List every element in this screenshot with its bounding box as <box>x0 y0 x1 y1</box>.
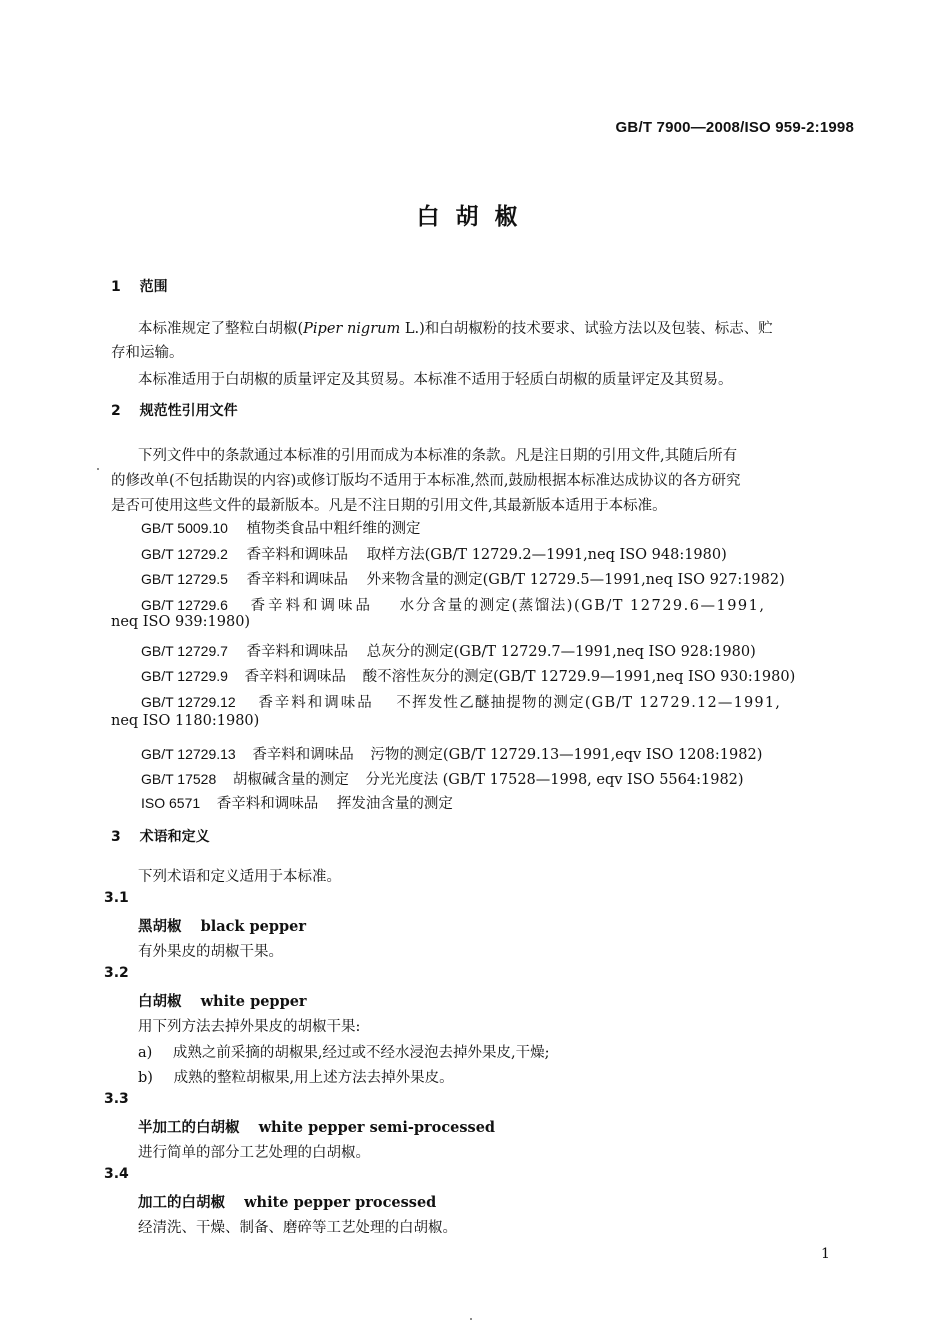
subsection-number: 3.3 <box>104 1091 129 1107</box>
reference-item-cont: neq ISO 939:1980) <box>111 614 251 630</box>
subsection-number: 3.4 <box>104 1166 129 1182</box>
text-segment: L.)和白胡椒粉的技术要求、试验方法以及包装、标志、贮 <box>400 321 773 337</box>
subsection-number: 3.2 <box>104 965 129 981</box>
list-text: 成熟之前采摘的胡椒果,经过或不经水浸泡去掉外果皮,干燥; <box>172 1045 550 1061</box>
reference-item <box>141 568 785 589</box>
reference-title: 香辛料和调味品 <box>246 572 349 588</box>
reference-detail: 取样方法(GB/T 12729.2—1991,neq ISO 948:1980) <box>366 547 727 563</box>
reference-item <box>141 665 795 686</box>
reference-title: 胡椒碱含量的测定 <box>232 772 349 788</box>
reference-code: GB/T 12729.9 <box>141 668 228 684</box>
term-definition: 用下列方法去掉外果皮的胡椒干果: <box>138 1019 361 1035</box>
page-number: 1 <box>821 1246 830 1262</box>
term-zh: 白胡椒 <box>138 993 182 1010</box>
reference-item <box>141 543 727 564</box>
reference-title: 植物类食品中粗纤维的测定 <box>246 521 421 537</box>
reference-detail: 分光光度法 (GB/T 17528—1998, eqv ISO 5564:1982) <box>365 772 744 788</box>
reference-item <box>141 640 756 661</box>
section-title: 规范性引用文件 <box>139 403 238 419</box>
section-title: 术语和定义 <box>139 829 210 845</box>
section-1-paragraph-1 <box>138 317 773 338</box>
page-title: 白胡椒 <box>416 204 534 230</box>
reference-detail: 水分含量的测定(蒸馏法)(GB/T 12729.6—1991, <box>399 598 766 614</box>
section-number: 3 <box>111 829 121 845</box>
term-zh: 黑胡椒 <box>138 918 182 935</box>
term-definition: 经清洗、干燥、制备、磨碎等工艺处理的白胡椒。 <box>138 1220 457 1236</box>
term-heading <box>138 915 306 936</box>
standard-code: GB/T 7900—2008/ISO 959-2:1998 <box>615 119 854 136</box>
reference-item <box>141 691 781 712</box>
reference-code: GB/T 5009.10 <box>141 520 228 536</box>
term-definition: 进行简单的部分工艺处理的白胡椒。 <box>138 1145 370 1161</box>
reference-code: GB/T 12729.6 <box>141 597 228 613</box>
reference-title: 香辛料和调味品 <box>258 695 374 711</box>
reference-title: 香辛料和调味品 <box>250 598 374 614</box>
term-en: white pepper semi-processed <box>258 1119 496 1136</box>
reference-detail: 污物的测定(GB/T 12729.13—1991,eqv ISO 1208:1982) <box>370 747 763 763</box>
reference-detail: 总灰分的测定(GB/T 12729.7—1991,neq ISO 928:1980) <box>366 644 756 660</box>
term-definition: 有外果皮的胡椒干果。 <box>138 944 283 960</box>
section-1-paragraph-1-cont: 存和运输。 <box>111 345 184 361</box>
reference-item <box>141 792 453 813</box>
section-3-heading <box>111 826 210 846</box>
reference-detail: 酸不溶性灰分的测定(GB/T 12729.9—1991,neq ISO 930:1980) <box>362 669 796 685</box>
reference-title: 香辛料和调味品 <box>252 747 354 763</box>
section-1-paragraph-2: 本标准适用于白胡椒的质量评定及其贸易。本标准不适用于轻质白胡椒的质量评定及其贸易。 <box>138 372 733 388</box>
reference-detail: 挥发油含量的测定 <box>336 796 453 812</box>
reference-title: 香辛料和调味品 <box>246 644 349 660</box>
text-segment: 本标准规定了整粒白胡椒( <box>138 321 304 337</box>
reference-detail: 外来物含量的测定(GB/T 12729.5—1991,neq ISO 927:1982) <box>366 572 785 588</box>
reference-item <box>141 517 421 538</box>
term-heading <box>138 990 307 1011</box>
reference-code: GB/T 12729.7 <box>141 643 228 659</box>
reference-title: 香辛料和调味品 <box>246 547 349 563</box>
reference-code: GB/T 12729.5 <box>141 571 228 587</box>
subsection-number: 3.1 <box>104 890 129 906</box>
term-en: black pepper <box>200 918 307 935</box>
section-2-intro-line-2: 的修改单(不包括勘误的内容)或修订版均不适用于本标准,然而,鼓励根据本标准达成协议的各方研究 <box>111 473 741 489</box>
section-1-heading <box>111 276 168 296</box>
term-en: white pepper <box>200 993 307 1010</box>
list-label: b) <box>138 1070 153 1086</box>
latin-name: Piper nigrum <box>303 321 401 337</box>
list-item <box>138 1041 550 1062</box>
reference-item-cont: neq ISO 1180:1980) <box>111 713 260 729</box>
section-number: 1 <box>111 279 121 295</box>
reference-title: 香辛料和调味品 <box>244 669 347 685</box>
reference-code: GB/T 12729.2 <box>141 546 228 562</box>
list-text: 成熟的整粒胡椒果,用上述方法去掉外果皮。 <box>173 1070 454 1086</box>
term-en: white pepper processed <box>244 1194 437 1211</box>
term-heading <box>138 1191 436 1212</box>
term-heading <box>138 1116 495 1137</box>
reference-item <box>141 594 766 615</box>
scan-dot <box>470 1318 472 1320</box>
reference-item <box>141 768 744 789</box>
term-zh: 加工的白胡椒 <box>138 1194 225 1211</box>
scan-dot <box>97 468 99 470</box>
section-3-intro: 下列术语和定义适用于本标准。 <box>138 869 341 885</box>
reference-code: GB/T 12729.13 <box>141 746 236 762</box>
list-label: a) <box>138 1045 153 1061</box>
reference-code: ISO 6571 <box>141 795 201 811</box>
section-number: 2 <box>111 403 121 419</box>
reference-code: GB/T 12729.12 <box>141 694 236 710</box>
reference-title: 香辛料和调味品 <box>216 796 319 812</box>
term-zh: 半加工的白胡椒 <box>138 1119 240 1136</box>
section-2-heading <box>111 400 238 420</box>
section-2-intro-line-1: 下列文件中的条款通过本标准的引用而成为本标准的条款。凡是注日期的引用文件,其随后所有 <box>138 448 738 464</box>
reference-detail: 不挥发性乙醚抽提物的测定(GB/T 12729.12—1991, <box>396 695 782 711</box>
reference-code: GB/T 17528 <box>141 771 217 787</box>
section-2-intro-line-3: 是否可使用这些文件的最新版本。凡是不注日期的引用文件,其最新版本适用于本标准。 <box>111 498 667 514</box>
list-item <box>138 1066 454 1087</box>
section-title: 范围 <box>139 279 168 295</box>
reference-item <box>141 743 762 764</box>
